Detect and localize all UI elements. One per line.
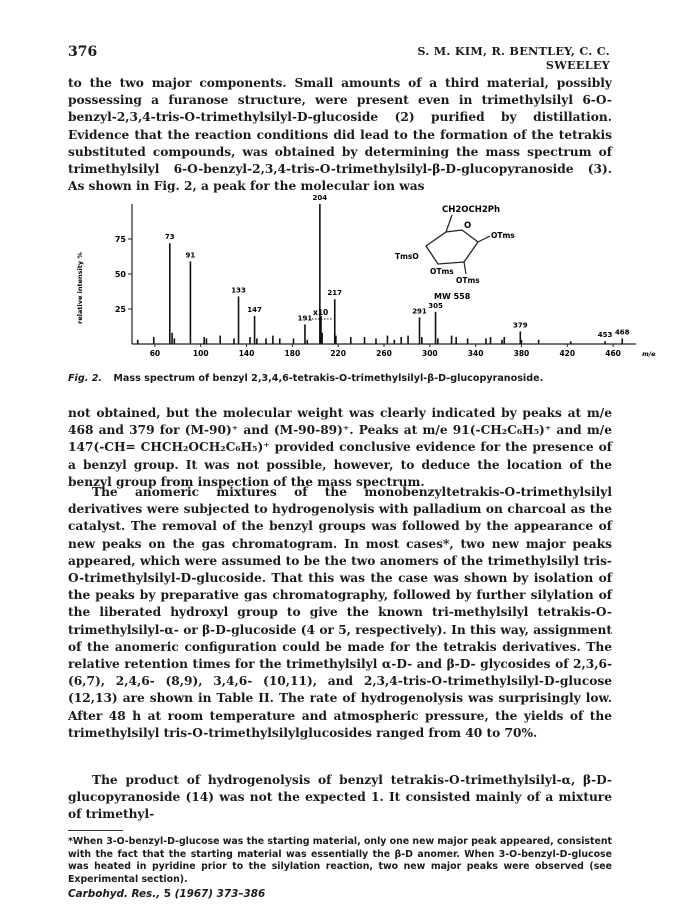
- journal-volume: 5: [163, 888, 171, 900]
- page-number: 376: [68, 44, 98, 60]
- peak-label: 147: [247, 306, 262, 314]
- x-tick-label: 460: [605, 349, 621, 358]
- peak-label: 453: [597, 331, 613, 340]
- figure-2: [70, 192, 670, 362]
- x-tick-label: 60: [149, 349, 161, 358]
- footnote: *When 3-O-benzyl-D-glucose was the starting material, only one new major peak appeared, consistent with the fact that the starting material was essentially the β-D anomer. When 3-O-benzyl-D-glucose was heated in pyridine prior to the silylation reaction, two new major peaks were observed (see Experimental section).: [68, 836, 612, 885]
- peak-label: 379: [512, 321, 528, 330]
- footnote-rule: [68, 830, 123, 831]
- chart-peaks: [138, 194, 630, 344]
- peak-label: 217: [327, 289, 343, 298]
- paragraph-1: to the two major components. Small amounts of a third material, possibly possessing a furanose structure, were present even in trimethylsilyl 6-O-benzyl-2,3,4-tris-O-trimethylsilyl-D-glucoside (2) purified by distillation. Evidence that the reaction conditions did lead to the formation of the tetrakis substituted compounds, was obtained by determining the mass spectrum of trimethylsilyl 6-O-benzyl-2,3,4-tris-O-trimethylsilyl-β-D-glucopyranoside (3). As shown in Fig. 2, a peak for the molecular ion was: [68, 76, 612, 194]
- journal-citation: [68, 888, 265, 900]
- journal-name: Carbohyd. Res.,: [68, 888, 161, 900]
- chart-axes: [76, 204, 656, 358]
- structure-label-tmso: TmsO: [395, 252, 419, 261]
- paragraph-3: The anomeric mixtures of the monobenzyltetrakis-O-trimethylsilyl derivatives were subjected to hydrogenolysis with palladium on charcoal as the catalyst. The removal of the benzyl groups was followed by the appearance of new peaks on the gas chromatogram. In most cases*, two new major peaks appeared, which were assumed to be the two anomers of the trimethylsilyl tris-O-trimethylsilyl-D-glucoside. That this was the case was shown by isolation of the peaks by preparative gas chromatography, followed by further silylation of the liberated hydroxyl group to give the known tri-methylsilyl tetrakis-O-trimethylsilyl-α- or β-D-glucoside (4 or 5, respectively). In this way, assignment of the anomeric configuration could be made for the tetrakis derivatives. The relative retention times for the trimethylsilyl α-D- and β-D- glycosides of 2,3,6- (6,7), 2,4,6- (8,9), 3,4,6- (10,11), and 2,3,4-tris-O-trimethylsilyl-D-glucose (12,13) are shown in Table II. The rate of hydrogenolysis was surprisingly low. After 48 h at room temperature and atmospheric pressure, the yields of the trimethylsilyl tris-O-trimethylsilylglucosides ranged from 40 to 70%.: [68, 485, 612, 740]
- figure-caption-label: Fig. 2.: [68, 373, 103, 384]
- x-tick-label: 220: [330, 349, 347, 358]
- y-tick-label: 75: [114, 235, 126, 244]
- peak-label: 191: [297, 314, 313, 323]
- running-head-authors: S. M. KIM, R. BENTLEY, C. C. SWEELEY: [417, 44, 610, 72]
- mass-spectrum-chart: [70, 192, 670, 362]
- peak-label: 291: [412, 307, 427, 316]
- structure-bond-c6: [446, 215, 452, 232]
- peak-label: 133: [231, 286, 246, 295]
- peak-label: 468: [614, 328, 630, 337]
- structure-bond-c1: [478, 236, 490, 242]
- x-tick-label: 260: [376, 349, 392, 358]
- structure-molecular-weight: MW 558: [434, 292, 471, 301]
- chemical-structure: [395, 205, 515, 301]
- peak-label: 204: [312, 194, 328, 202]
- x-tick-label: 180: [284, 349, 301, 358]
- x-tick-label: 300: [421, 349, 438, 358]
- structure-ring-oxygen: O: [464, 221, 472, 231]
- paragraph-4: The product of hydrogenolysis of benzyl tetrakis-O-trimethylsilyl-α, β-D-glucopyranoside (14) was not the expected 1. It consisted mainly of a mixture of trimethyl-: [68, 773, 612, 822]
- structure-label-otms-2: OTms: [430, 267, 454, 276]
- peak-label: 73: [164, 233, 175, 242]
- x-tick-label: 100: [192, 349, 209, 358]
- structure-label-otms-3: OTms: [456, 276, 480, 285]
- amplification-label: x10: [313, 308, 329, 317]
- figure-caption-text: Mass spectrum of benzyl 2,3,4,6-tetrakis-O-trimethylsilyl-β-D-glucopyranoside.: [113, 373, 544, 384]
- x-axis-unit: m/e: [642, 350, 656, 358]
- peak-label: 91: [185, 251, 196, 260]
- x-tick-label: 420: [559, 349, 576, 358]
- structure-substituent-top: CH2OCH2Ph: [442, 205, 501, 215]
- x-tick-label: 380: [513, 349, 530, 358]
- structure-bond-c2: [464, 262, 466, 274]
- structure-label-otms-1: OTms: [491, 231, 515, 240]
- figure-caption: [68, 373, 628, 384]
- y-axis-label: relative intensity %: [76, 252, 84, 324]
- x-tick-label: 340: [467, 349, 484, 358]
- paragraph-2: not obtained, but the molecular weight was clearly indicated by peaks at m/e 468 and 379 for (M-90)⁺ and (M-90-89)⁺. Peaks at m/e 91(-CH₂C₆H₅)⁺ and m/e 147(-CH= CHCH₂OCH₂C₆H₅)⁺ provided conclusive evidence for the presence of a benzyl group. It was not possible, however, to deduce the location of the benzyl group from inspection of the mass spectrum.: [68, 406, 612, 489]
- peak-label: 305: [428, 301, 443, 310]
- y-tick-label: 25: [114, 305, 126, 314]
- journal-pages-year: (1967) 373–386: [174, 888, 266, 900]
- structure-pyranose-ring: [426, 230, 478, 264]
- y-tick-label: 50: [114, 270, 126, 279]
- x-tick-label: 140: [238, 349, 255, 358]
